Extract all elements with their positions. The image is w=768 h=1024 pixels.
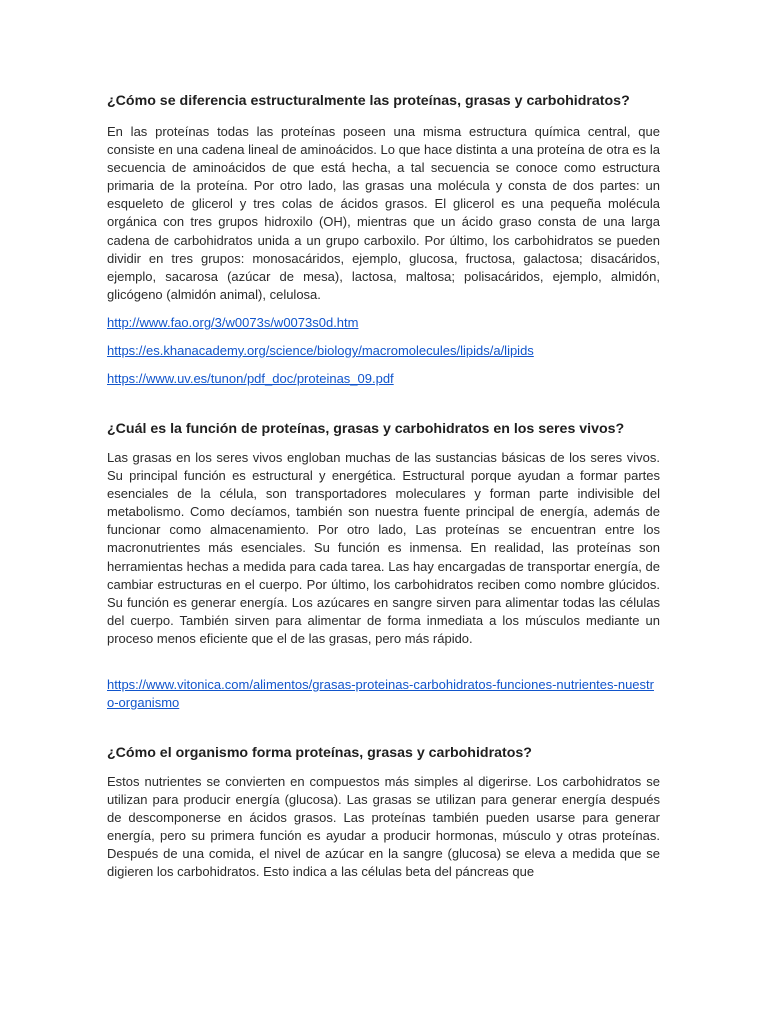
section-3-heading: ¿Cómo el organismo forma proteínas, grasas y carbohidratos?: [107, 744, 532, 761]
section-2-heading: ¿Cuál es la función de proteínas, grasas y carbohidratos en los seres vivos?: [107, 420, 625, 437]
link-fao[interactable]: http://www.fao.org/3/w0073s/w0073s0d.htm: [107, 314, 359, 330]
link-uv[interactable]: https://www.uv.es/tunon/pdf_doc/proteinas_09.pdf: [107, 370, 394, 386]
document-page: [107, 92, 660, 882]
section-1-paragraph: En las proteínas todas las proteínas poseen una misma estructura química central, que consiste en una cadena lineal de aminoácidos. Lo que hace distinta a una proteína de otra es la secuencia de aminoácidos de que está hecha, a tal secuencia se conoce como estructura primaria de la proteína. Por otro lado, las grasas una molécula y consta de dos partes: un esqueleto de glicerol y tres colas de ácidos grasos. El glicerol es una pequeña molécula orgánica con tres grupos hidroxilo (OH), mientras que un ácido graso consta de una larga cadena de carbohidratos unida a un grupo carboxilo. Por último, los carbohidratos se pueden dividir en tres grupos: monosacáridos, ejemplo, glucosa, fructosa, galactosa; disacáridos, ejemplo, sacarosa (azúcar de mesa), lactosa, maltosa; polisacáridos, ejemplo, almidón, glicógeno (almidón animal), celulosa.: [107, 124, 660, 302]
link-khanacademy[interactable]: https://es.khanacademy.org/science/biology/macromolecules/lipids/a/lipids: [107, 342, 534, 358]
section-2-paragraph: Las grasas en los seres vivos engloban muchas de las sustancias básicas de los seres vivos. Su principal función es estructural y energética. Estructural porque ayudan a formar partes esenciales de la célula, son transportadores moleculares y forman parte indivisible del metabolismo. Como decíamos, también son nuestra fuente principal de energía, además de funcionar como almacenamiento. Por otro lado, Las proteínas se encuentran entre los macronutrientes más esenciales. Su función es inmensa. En realidad, las proteínas son herramientas hechas a medida para cada tarea. Las hay encargadas de transportar energía, de cambiar estructuras en el cuerpo. Por último, los carbohidratos reciben como nombre glúcidos. Su función es generar energía. Los azúcares en sangre sirven para alimentar todas las células del cuerpo. También sirven para alimentar de forma inmediata a los músculos mediante un proceso menos eficiente que el de las grasas, pero más rápido.: [107, 449, 660, 646]
section-3-paragraph: Estos nutrientes se convierten en compuestos más simples al digerirse. Los carbohidratos se utilizan para producir energía (glucosa). Las grasas se utilizan para generar energía después de descomponerse en ácidos grasos. Las proteínas también pueden usarse para generar energía, pero su primera función es ayudar a producir hormonas, músculo y otras proteínas. Después de una comida, el nivel de azúcar en la sangre (glucosa) se eleva a medida que se digieren los carbohidratos. Esto indica a las células beta del páncreas que: [107, 773, 660, 880]
section-1-heading: ¿Cómo se diferencia estructuralmente las proteínas, grasas y carbohidratos?: [107, 93, 630, 109]
link-vitonica[interactable]: https://www.vitonica.com/alimentos/grasas-proteinas-carbohidratos-funciones-nutrientes-nuestro-organismo: [107, 676, 654, 710]
